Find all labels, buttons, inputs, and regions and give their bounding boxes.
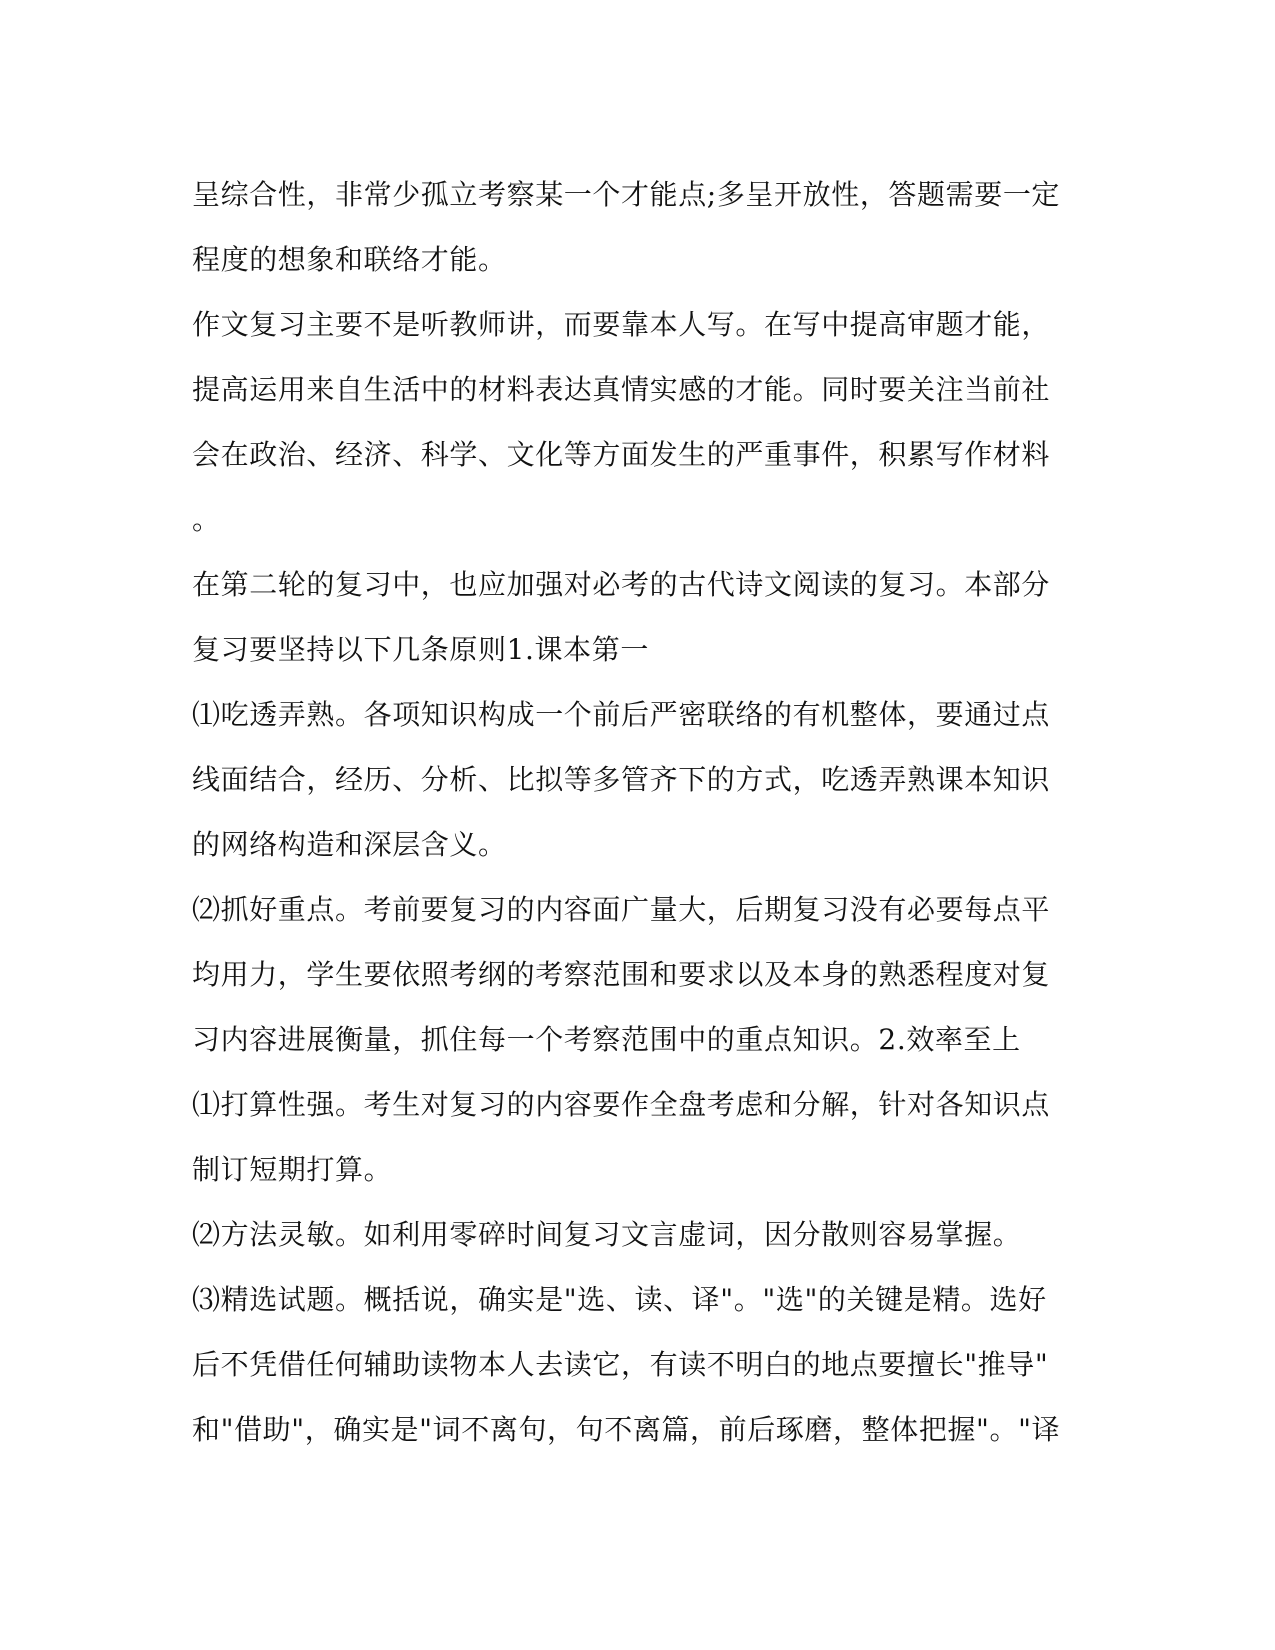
- text-line: 的网络构造和深层含义。: [192, 828, 507, 861]
- text-line: ⑴吃透弄熟。各项知识构成一个前后严密联络的有机整体，要通过点: [192, 698, 1051, 731]
- text-line: ⑶精选试题。概括说，确实是"选、读、译"。"选"的关键是精。选好: [192, 1283, 1047, 1316]
- text-line: ⑴打算性强。考生对复习的内容要作全盘考虑和分解，针对各知识点: [192, 1088, 1051, 1121]
- text-line: 复习要坚持以下几条原则1.课本第一: [192, 633, 649, 666]
- text-line: 会在政治、经济、科学、文化等方面发生的严重事件，积累写作材料: [192, 438, 1051, 471]
- text-line: 在第二轮的复习中，也应加强对必考的古代诗文阅读的复习。本部分: [192, 568, 1051, 601]
- text-line: 和"借助"，确实是"词不离句，句不离篇，前后琢磨，整体把握"。"译: [192, 1413, 1061, 1446]
- text-line: ⑵方法灵敏。如利用零碎时间复习文言虚词，因分散则容易掌握。: [192, 1218, 1022, 1251]
- text-line: 后不凭借任何辅助读物本人去读它，有读不明白的地点要擅长"推导": [192, 1348, 1049, 1381]
- text-line: ⑵抓好重点。考前要复习的内容面广量大，后期复习没有必要每点平: [192, 893, 1051, 926]
- text-line: 提高运用来自生活中的材料表达真情实感的才能。同时要关注当前社: [192, 373, 1051, 406]
- text-line: 作文复习主要不是听教师讲，而要靠本人写。在写中提高审题才能，: [192, 308, 1051, 341]
- document-body: [192, 162, 1092, 1462]
- text-line: 制订短期打算。: [192, 1153, 393, 1186]
- text-line: 均用力，学生要依照考纲的考察范围和要求以及本身的熟悉程度对复: [192, 958, 1051, 991]
- text-line: 线面结合，经历、分析、比拟等多管齐下的方式，吃透弄熟课本知识: [192, 763, 1051, 796]
- text-line: 程度的想象和联络才能。: [192, 243, 507, 276]
- text-line: 呈综合性，非常少孤立考察某一个才能点;多呈开放性，答题需要一定: [192, 178, 1061, 211]
- text-line: 习内容进展衡量，抓住每一个考察范围中的重点知识。2.效率至上: [192, 1023, 1021, 1056]
- text-line: 。: [192, 503, 221, 536]
